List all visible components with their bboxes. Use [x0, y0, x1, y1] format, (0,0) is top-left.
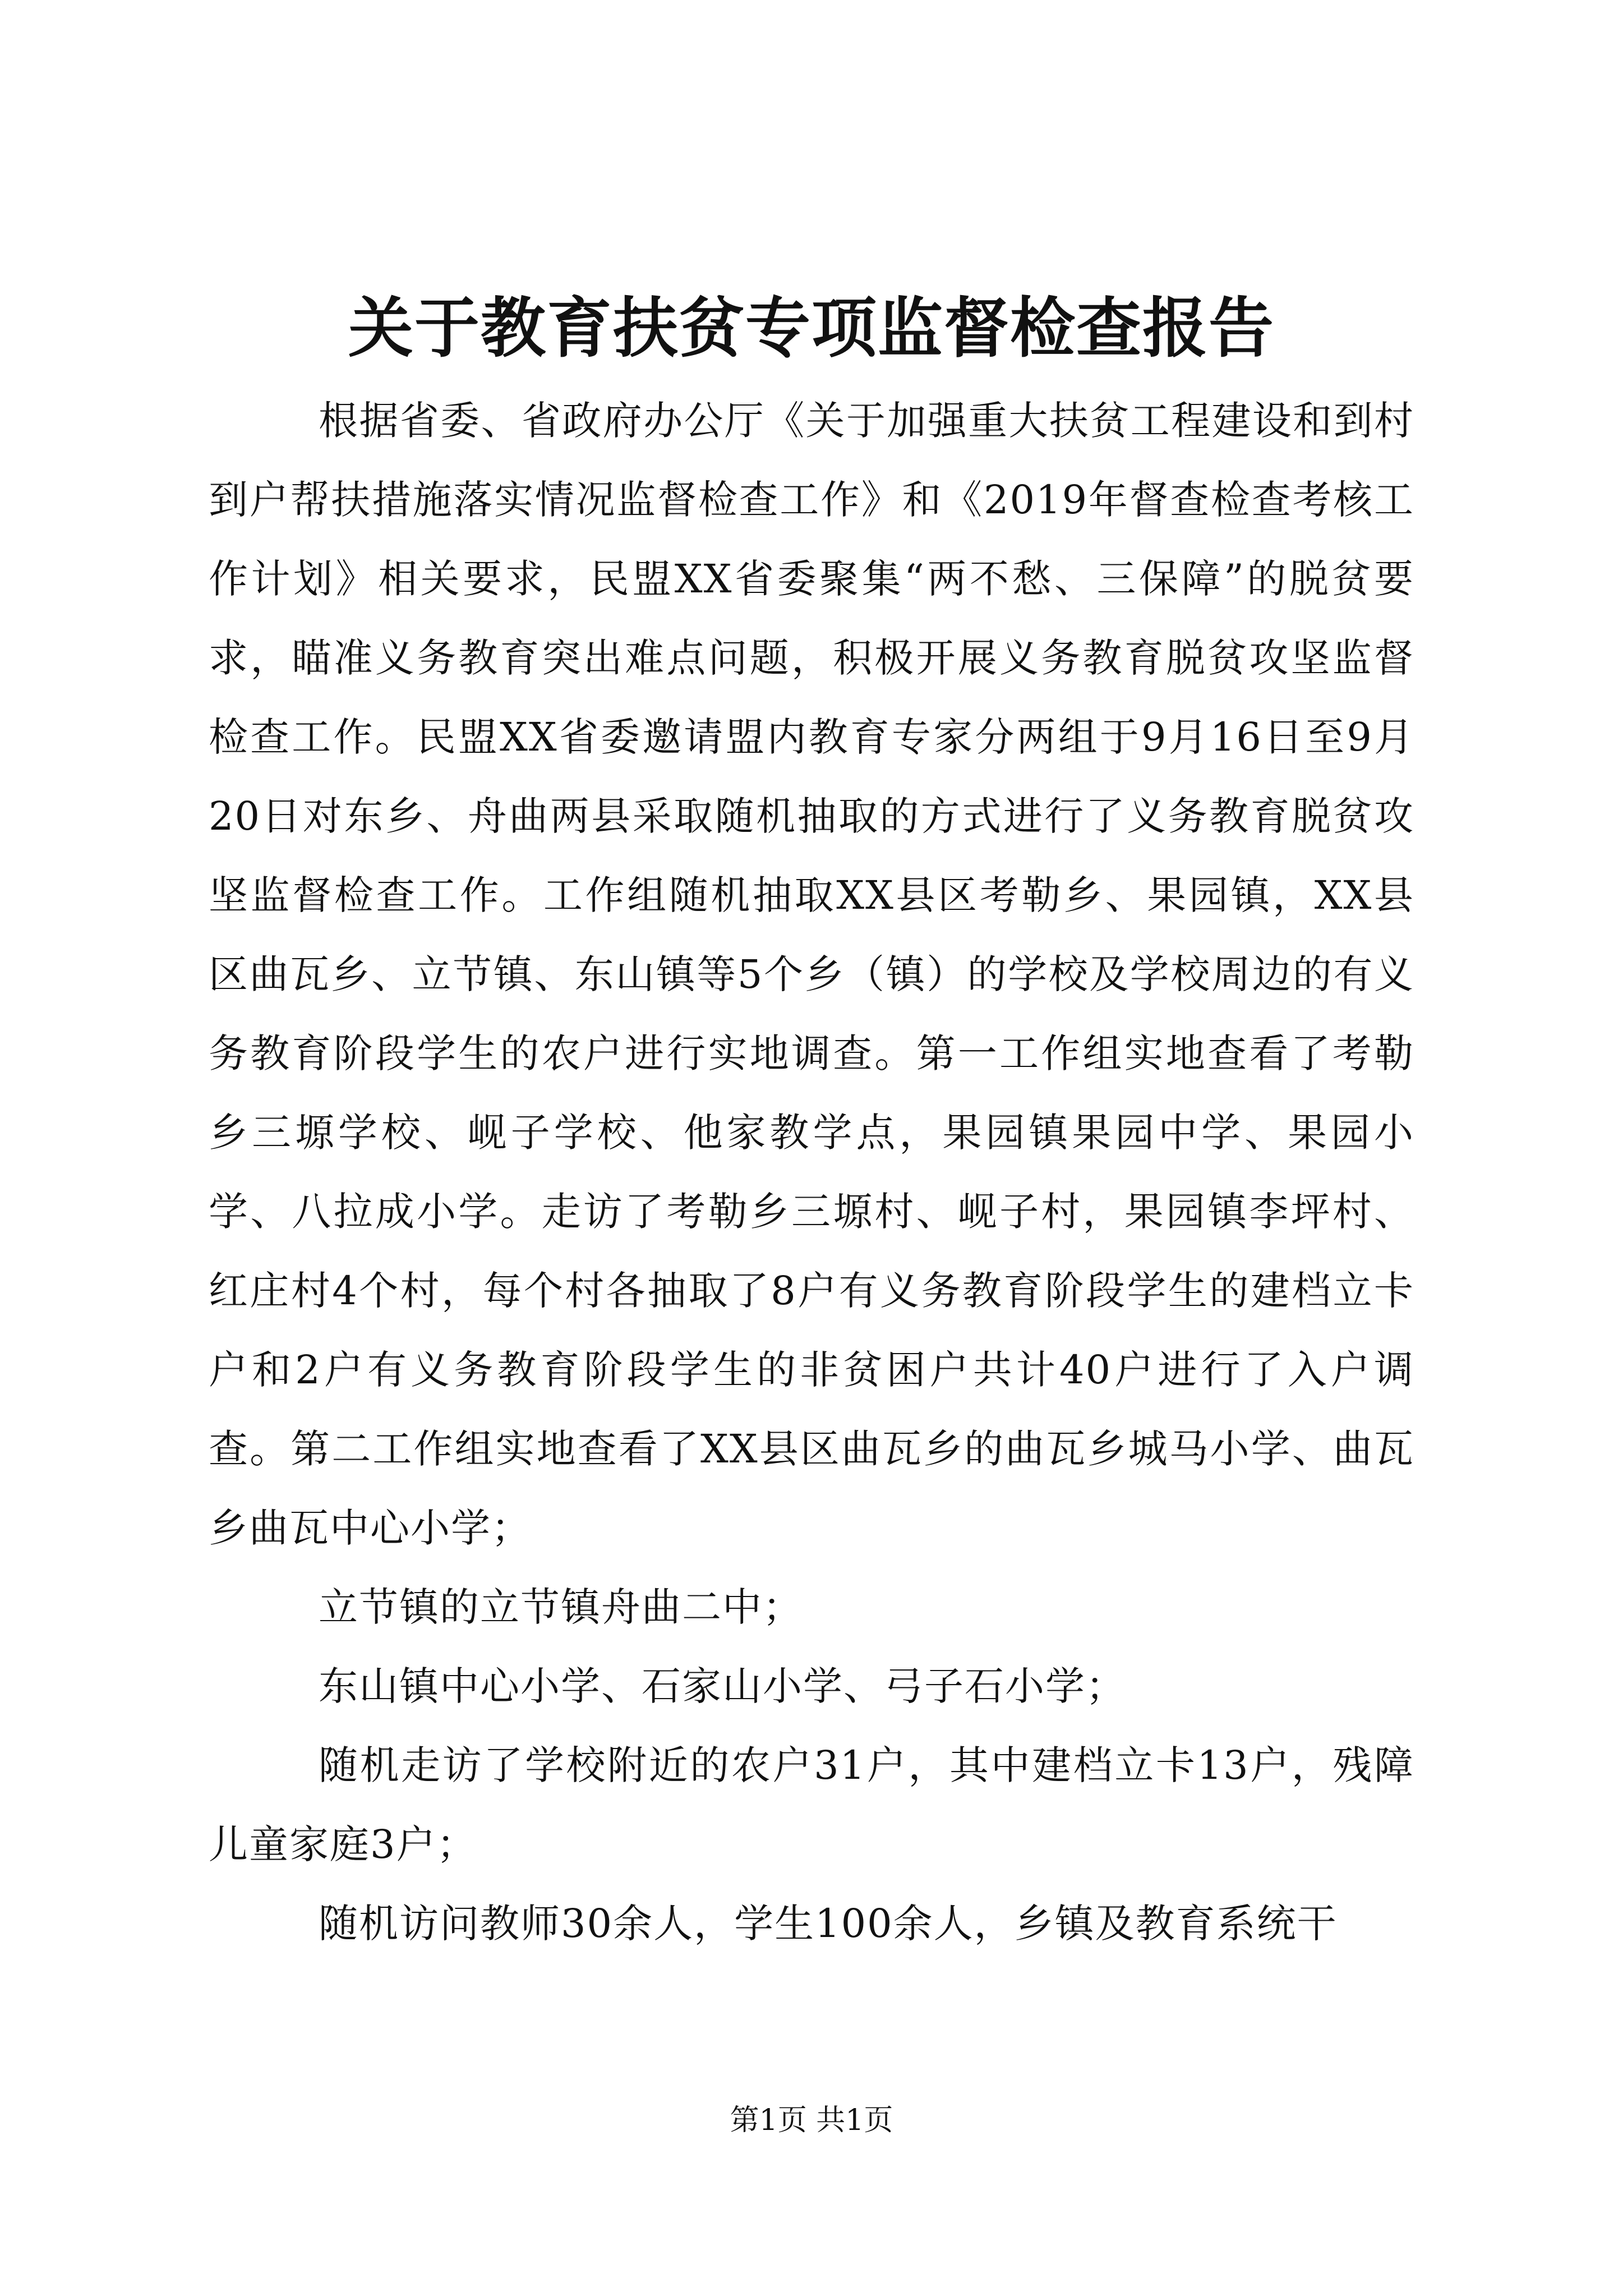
paragraph-lijie-town: 立节镇的立节镇舟曲二中； — [319, 1584, 803, 1630]
paragraph-household-visits: 随机走访了学校附近的农户31户，其中建档立卡13户，残障儿童家庭3户； — [209, 1742, 1414, 1867]
page-footer: 第1页 共1页 — [730, 2104, 893, 2137]
document-title: 关于教育扶贫专项监督检查报告 — [348, 290, 1275, 366]
paragraph-dongshan-town: 东山镇中心小学、石家山小学、弓子石小学； — [319, 1663, 1126, 1709]
paragraph-intro: 根据省委、省政府办公厅《关于加强重大扶贫工程建设和到村到户帮扶措施落实情况监督检查工作》和《2019年督查检查考核工作计划》相关要求，民盟XX省委聚集“两不愁、三保障”的脱贫要求，瞄准义务教育突出难点问题，积极开展义务教育脱贫攻坚监督检查工作。民盟XX省委邀请盟内教育专家分两组于9月16日至9月20日对东乡、舟曲两县采取随机抽取的方式进行了义务教育脱贫攻坚监督检查工作。工作组随机抽取XX县区考勒乡、果园镇，XX县区曲瓦乡、立节镇、东山镇等5个乡（镇）的学校及学校周边的有义务教育阶段学生的农户进行实地调查。第一工作组实地查看了考勒乡三塬学校、岘子学校、他家教学点，果园镇果园中学、果园小学、八拉成小学。走访了考勒乡三塬村、岘子村，果园镇李坪村、红庄村4个村，每个村各抽取了8户有义务教育阶段学生的建档立卡户和2户有义务教育阶段学生的非贫困户共计40户进行了入户调查。第二工作组实地查看了XX县区曲瓦乡的曲瓦乡城马小学、曲瓦乡曲瓦中心小学； — [209, 398, 1414, 1551]
paragraph-teacher-visits: 随机访问教师30余人，学生100余人，乡镇及教育系统干 — [319, 1901, 1338, 1947]
document-body — [209, 381, 1414, 1963]
